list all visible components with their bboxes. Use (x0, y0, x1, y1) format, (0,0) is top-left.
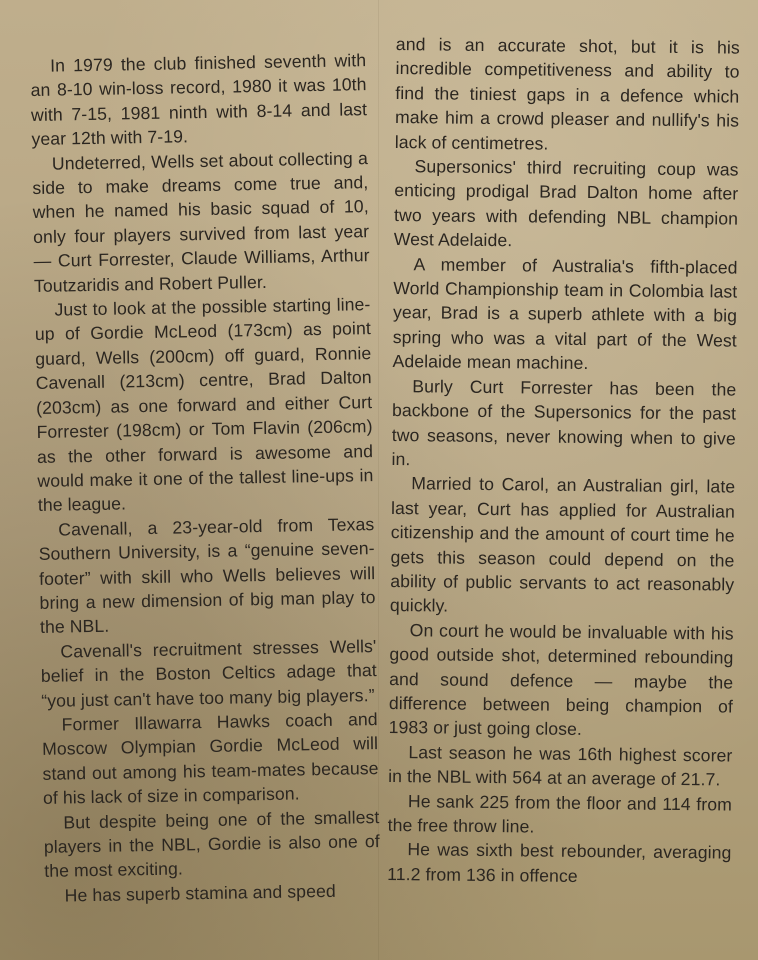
paragraph: He has superb stamina and speed (64, 880, 336, 906)
left-column (30, 48, 381, 908)
paragraph: He sank 225 from the floor and 114 from the free throw line. (387, 790, 733, 837)
paragraph: Burly Curt Forrester has been the backbone of the Supersonics for the past two seasons, never knowing when to give in. (391, 375, 737, 470)
paragraph: Undeterred, Wells set about collecting a side to make dreams come true and, when he named his basic squad of 10, only four players survived from last year — Curt Forrester, Claude Williams, Arthur Toutzaridis and Robert Puller. (32, 147, 370, 296)
paragraph: On court he would be invaluable with his good outside shot, determined rebounding and sound defence — maybe the difference between being champion of 1983 or just going close. (388, 619, 734, 740)
right-column (387, 32, 740, 890)
paragraph: Supersonics' third recruiting coup was enticing prodigal Brad Dalton home after two years with defending NBL champion West Adelaide. (393, 156, 739, 251)
paragraph: He was sixth best rebounder, averaging 11.2 from 136 in offence (387, 839, 732, 886)
paragraph: Cavenall, a 23-year-old from Texas Southern University, is a “genuine seven-footer” with skill who Wells believes will bring a new dimension of big man play to the NBL. (38, 513, 376, 638)
paragraph: Just to look at the possible starting line-up of Gordie McLeod (173cm) as point guard, Wells (200cm) off guard, Ronnie Cavenall (213cm) centre, Brad Dalton (203cm) as one forward and either Curt Forrester (198cm) or Tom Flavin (206cm) as the other forward is awesome and would make it one of the tallest line-ups in the league. (34, 294, 374, 516)
paragraph: Cavenall's recruitment stresses Wells' belief in the Boston Celtics adage that “you just can't have too many big players.” (40, 635, 377, 711)
paragraph: Former Illawarra Hawks coach and Moscow Olympian Gordie McLeod will stand out among his team-mates because of his lack of size in comparison. (41, 709, 379, 809)
paragraph: Last season he was 16th highest scorer in the NBL with 564 at an average of 21.7. (388, 741, 733, 790)
paragraph: In 1979 the club finished seventh with an 8-10 win-loss record, 1980 it was 10th with 7-15, 1981 ninth with 8-14 and last year 12th with 7-19. (30, 50, 368, 150)
paragraph: But despite being one of the smallest players in the NBL, Gordie is also one of the most exciting. (43, 806, 380, 882)
paragraph: A member of Australia's fifth-placed World Championship team in Colombia last year, Brad is a superb athlete with a big spring who was a vital part of the West Adelaide mean machine. (392, 253, 738, 374)
paragraph: Married to Carol, an Australian girl, late last year, Curt has applied for Australian citizenship and the amount of court time he gets this season could depend on the ability of public servants to act reasonably quickly. (389, 473, 736, 616)
paragraph-continuation: and is an accurate shot, but it is his incredible competitiveness and ability to find the tiniest gaps in a defence which make him a crowd pleaser and nullify's his lack of centimetres. (394, 33, 740, 154)
